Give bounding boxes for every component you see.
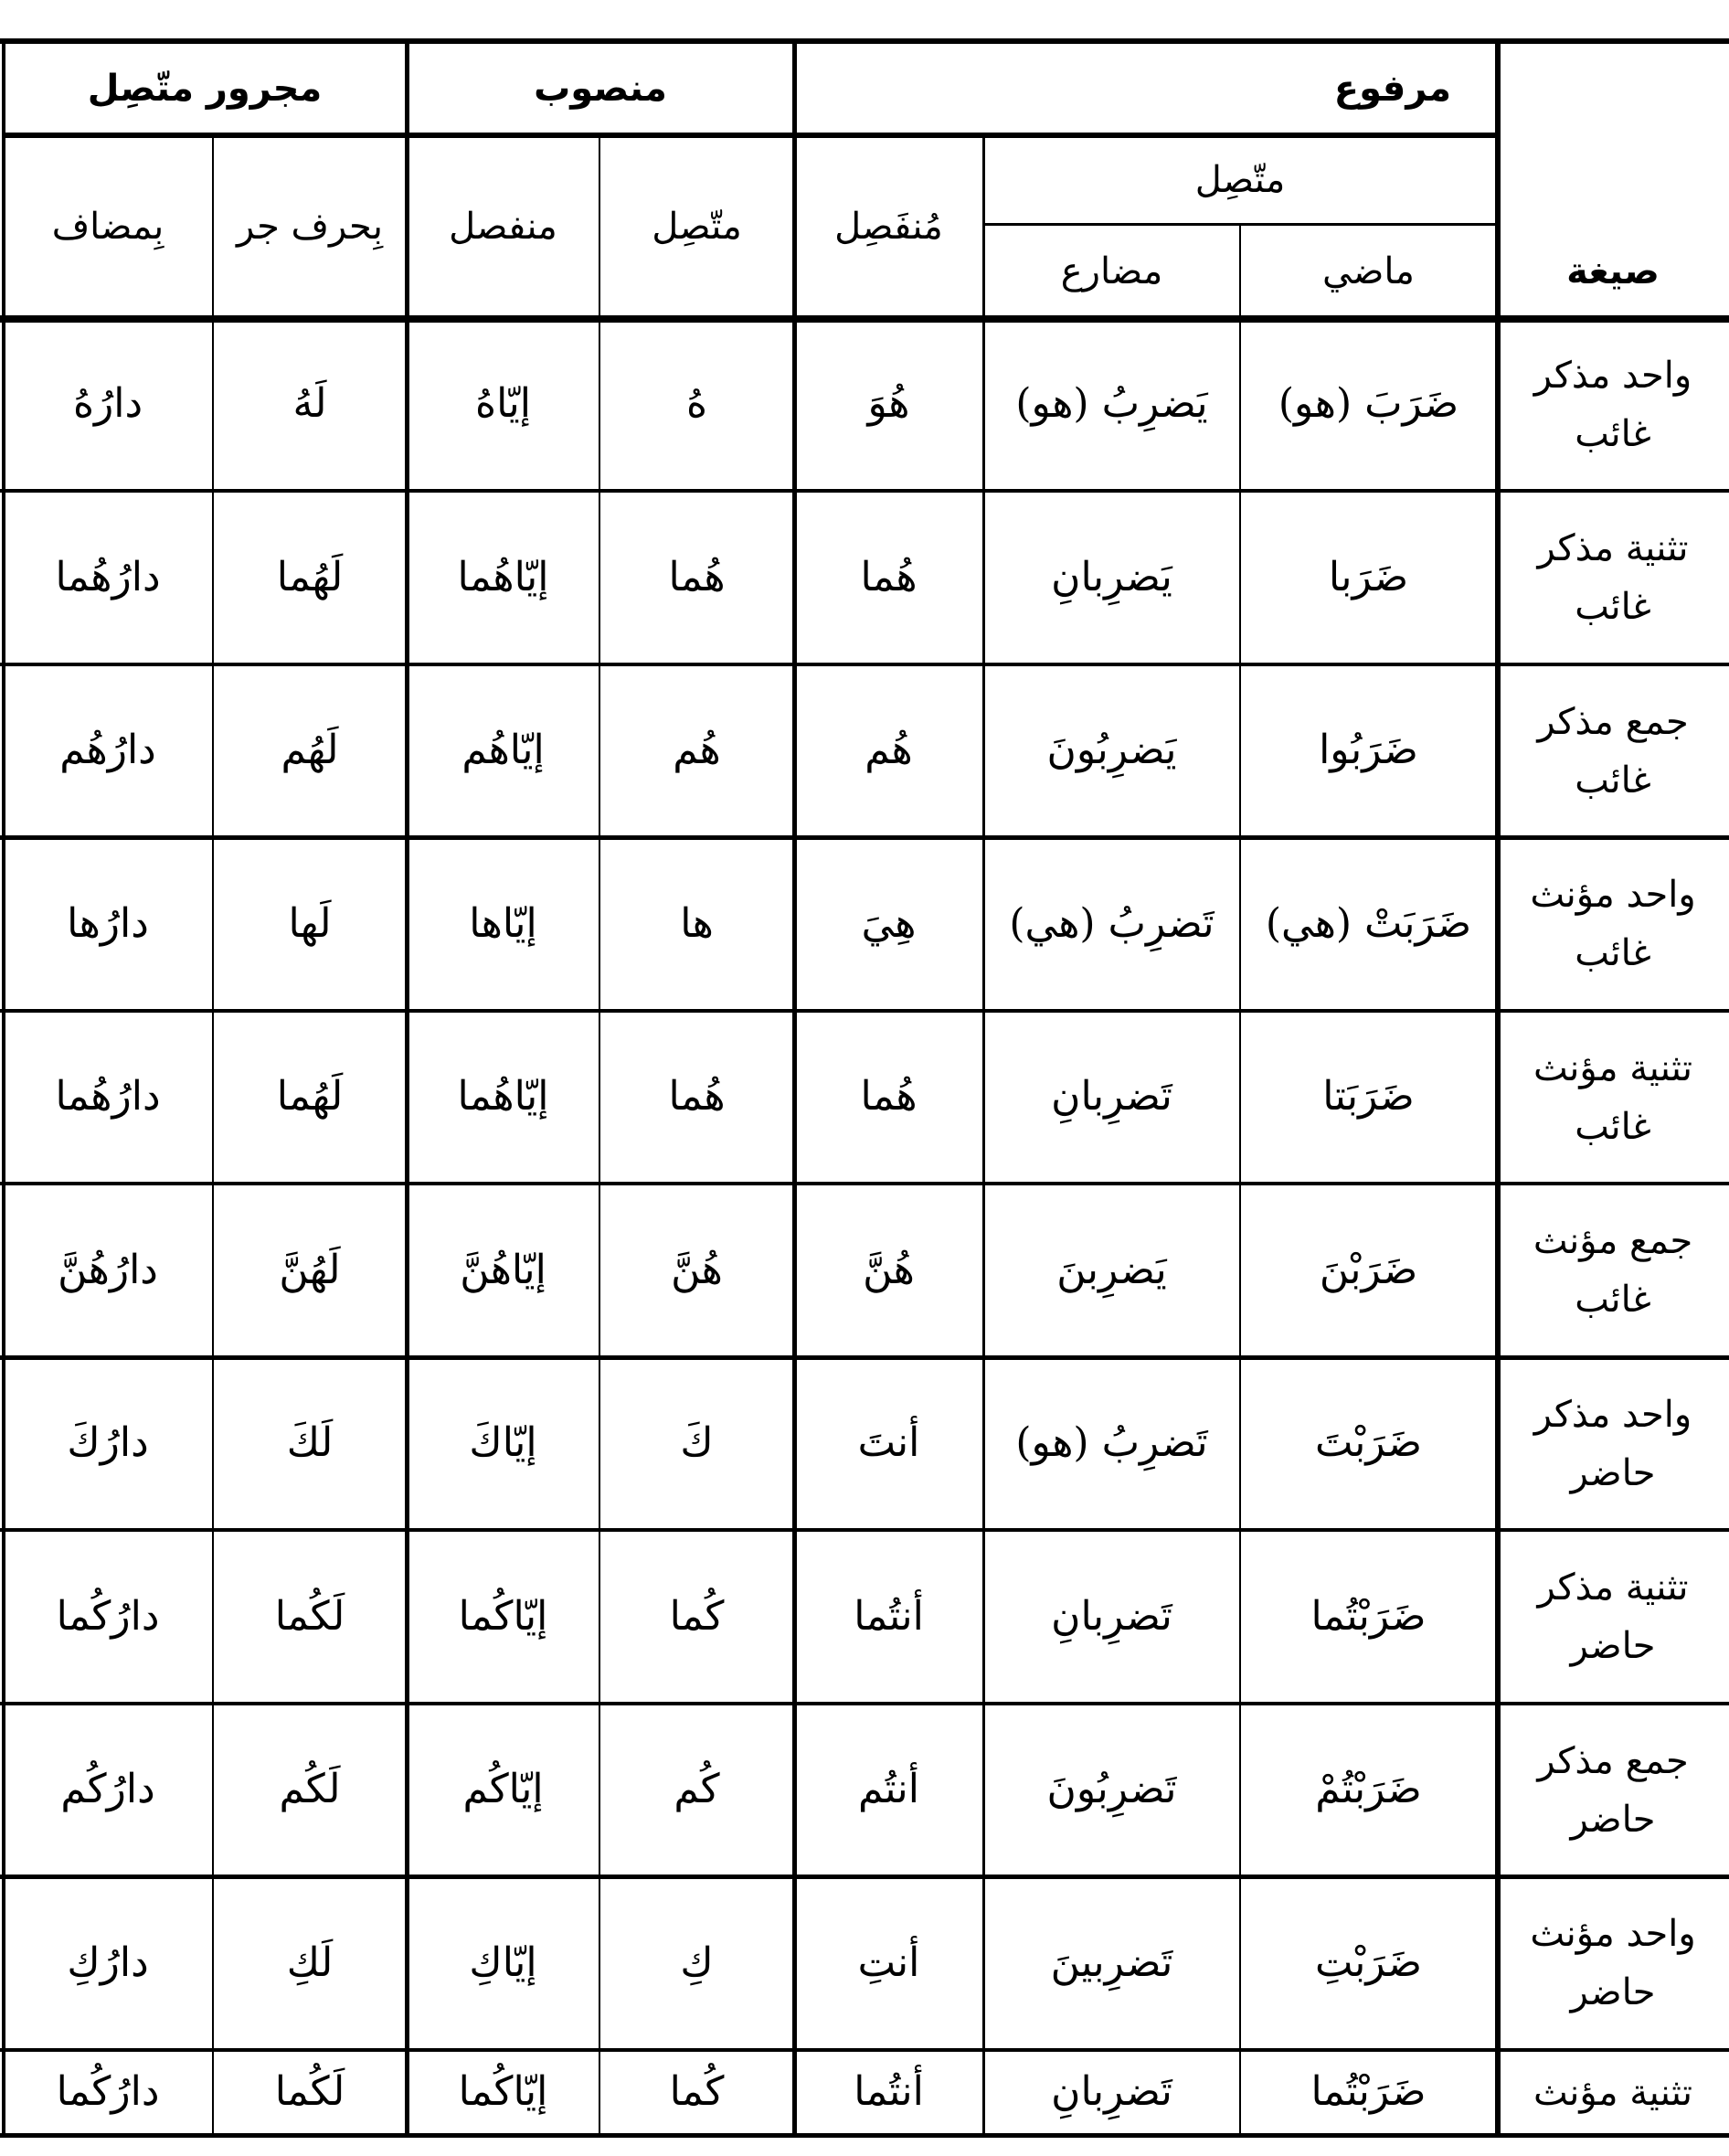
- table-cell-mansub-munfasil: إيّاكُما: [458, 2068, 548, 2116]
- table-cell-madi: ضَرَبْتُمْ: [1315, 1766, 1422, 1813]
- sigha-label: حاضر: [1570, 1971, 1656, 2013]
- table-cell-harf-jarr: لَكُما: [274, 1592, 345, 1640]
- table-cell-mansub-muttasil: ها: [680, 899, 714, 947]
- row-divider: [0, 1875, 1729, 1879]
- col-divider: [1495, 41, 1501, 2137]
- table-cell-mansub-muttasil: كَ: [680, 1419, 714, 1467]
- table-cell-mansub-munfasil: إيّاكُم: [462, 1766, 544, 1813]
- table-cell-mudari: تَضرِبانِ: [1051, 2068, 1172, 2116]
- col-divider: [405, 41, 409, 2137]
- table-cell-mansub-munfasil: إيّاهُ: [475, 380, 531, 428]
- table-cell-harf-jarr: لَكُما: [274, 2068, 345, 2116]
- sigha-label: واحد مذكر: [1533, 354, 1692, 397]
- table-cell-mansub-muttasil: كُم: [674, 1766, 720, 1813]
- header-sigha: صيغة: [1566, 250, 1660, 292]
- sigha-label: تثنية مؤنث: [1533, 1046, 1693, 1089]
- sigha-label: جمع مذكر: [1537, 1739, 1689, 1782]
- row-divider: [0, 1355, 1729, 1360]
- sigha-label: حاضر: [1570, 1798, 1656, 1841]
- table-cell-mansub-muttasil: كُما: [669, 1592, 725, 1640]
- table-cell-madi: ضَرَبا: [1328, 553, 1409, 600]
- table-cell-mudari: تَضرِبانِ: [1051, 1073, 1172, 1120]
- sigha-cell: [1497, 1357, 1729, 1530]
- table-cell-harf-jarr: لَهُ: [292, 380, 327, 428]
- sigha-label: حاضر: [1570, 1451, 1656, 1494]
- header-muttasil-mansub: متّصِل: [652, 206, 742, 248]
- table-cell-munfasil: أنتُما: [854, 2068, 924, 2116]
- table-cell-mudari: يَضرِبُونَ: [1046, 727, 1177, 774]
- header-mudari: مضارع: [1060, 250, 1163, 292]
- table-cell-mansub-munfasil: إيّاهُنَّ: [460, 1246, 546, 1293]
- sigha-label: تثنية مذكر: [1537, 527, 1689, 569]
- sigha-cell: [1497, 1876, 1729, 2050]
- sigha-label: غائب: [1575, 1105, 1651, 1148]
- top-border: [0, 38, 1729, 44]
- row-divider: [0, 1009, 1729, 1013]
- row-divider: [0, 489, 1729, 493]
- sigha-cell: [1497, 318, 1729, 491]
- table-cell-mudari: يَضرِبانِ: [1051, 553, 1172, 600]
- table-cell-mansub-muttasil: كِ: [680, 1938, 714, 1986]
- header-madi: ماضي: [1322, 250, 1415, 292]
- table-cell-mudari: تَضرِبانِ: [1051, 1592, 1172, 1640]
- table-cell-mudaf: دارُكُم: [60, 1766, 155, 1813]
- sigha-cell: [1497, 837, 1729, 1011]
- sigha-label: حاضر: [1570, 1625, 1656, 1667]
- table-cell-mansub-muttasil: هُم: [673, 727, 721, 774]
- row-divider: [0, 1702, 1729, 1705]
- row-divider: [0, 663, 1729, 666]
- table-cell-mansub-munfasil: إيّاهُما: [457, 1073, 549, 1120]
- table-cell-madi: ضَرَبُوا: [1319, 727, 1418, 774]
- table-cell-mansub-muttasil: هُ: [685, 380, 708, 428]
- sigha-label: واحد مؤنث: [1530, 1913, 1696, 1955]
- sigha-label: واحد مذكر: [1533, 1393, 1692, 1436]
- table-cell-harf-jarr: لَها: [288, 899, 332, 947]
- sigha-label: غائب: [1575, 412, 1651, 455]
- table-cell-harf-jarr: لَهُنَّ: [279, 1246, 341, 1293]
- header-bi-harf-jarr: بِحرف جر: [237, 206, 383, 248]
- sigha-cell: [1497, 491, 1729, 664]
- header-group-divider: [3, 133, 1497, 138]
- row-divider: [0, 1182, 1729, 1185]
- table-cell-munfasil: هُوَ: [867, 380, 910, 428]
- sigha-cell: [1497, 1530, 1729, 1704]
- table-cell-madi: ضَرَبْتُما: [1310, 2068, 1427, 2116]
- sigha-cell: [1497, 1704, 1729, 1876]
- sigha-label: واحد مؤنث: [1530, 874, 1696, 916]
- header-bottom-border: [0, 315, 1729, 323]
- table-cell-munfasil: أنتَ: [857, 1419, 920, 1467]
- sigha-label: تثنية مؤنث: [1533, 2071, 1693, 2114]
- table-cell-madi: ضَرَبْنَ: [1319, 1246, 1418, 1293]
- col-divider: [1239, 224, 1241, 2135]
- table-cell-madi: ضَرَبْتِ: [1314, 1938, 1423, 1986]
- header-munfasil-marfu: مُنفَصِل: [834, 206, 943, 248]
- sigha-cell: [1497, 1184, 1729, 1357]
- sigha-cell: [1497, 1011, 1729, 1184]
- table-cell-mudaf: دارُهُ: [72, 380, 143, 428]
- table-cell-mansub-muttasil: هُما: [668, 553, 726, 600]
- table-cell-munfasil: أنتِ: [857, 1938, 920, 1986]
- sigha-label: غائب: [1575, 932, 1651, 974]
- table-cell-mudaf: دارُهُما: [55, 553, 161, 600]
- table-cell-mansub-munfasil: إيّاهُما: [457, 553, 549, 600]
- table-cell-madi: ضَرَبَ (هو): [1278, 380, 1459, 428]
- sigha-label: جمع مؤنث: [1533, 1220, 1693, 1262]
- table-cell-mudaf: دارُهُنَّ: [58, 1246, 158, 1293]
- table-cell-mudaf: دارُهُم: [59, 727, 156, 774]
- row-divider: [0, 2048, 1729, 2052]
- sigha-label: غائب: [1575, 1279, 1651, 1321]
- table-cell-mansub-muttasil: هُنَّ: [671, 1246, 723, 1293]
- col-divider: [212, 135, 214, 2135]
- sigha-label: جمع مذكر: [1537, 700, 1689, 743]
- row-divider: [0, 835, 1729, 840]
- header-muttasil: متّصِل: [1194, 158, 1286, 201]
- table-cell-mansub-muttasil: كُما: [669, 2068, 725, 2116]
- table-cell-harf-jarr: لَهُم: [281, 727, 339, 774]
- col-divider: [599, 135, 600, 2135]
- bottom-border: [0, 2133, 1729, 2138]
- table-cell-munfasil: هُما: [860, 1073, 918, 1120]
- sigha-cell: [1497, 2050, 1729, 2135]
- col-divider: [982, 135, 985, 2135]
- row-divider: [0, 1528, 1729, 1532]
- table-cell-munfasil: هُنَّ: [863, 1246, 915, 1293]
- header-mansub: منصوب: [534, 67, 667, 110]
- sigha-label: غائب: [1575, 586, 1651, 628]
- table-cell-mudari: تَضرِبينَ: [1050, 1938, 1173, 1986]
- table-cell-munfasil: هِيَ: [861, 899, 917, 947]
- table-cell-mansub-munfasil: إيّاهُم: [461, 727, 545, 774]
- sigha-label: تثنية مذكر: [1537, 1567, 1689, 1609]
- table-cell-mudaf: دارُهُما: [55, 1073, 161, 1120]
- col-divider: [792, 41, 797, 2137]
- table-cell-mudaf: دارُكَ: [67, 1419, 149, 1467]
- table-cell-mudari: تَضرِبُ (هو): [1015, 1419, 1208, 1467]
- table-cell-harf-jarr: لَكُم: [279, 1766, 341, 1813]
- table-cell-madi: ضَرَبَتْ (هي): [1265, 899, 1472, 947]
- header-munfasil-mansub: منفصل: [449, 206, 557, 248]
- header-majrur: مجرور متّصِل: [87, 67, 323, 110]
- sigha-label: غائب: [1575, 759, 1651, 802]
- table-cell-munfasil: أنتُما: [854, 1592, 924, 1640]
- table-cell-munfasil: أنتُم: [857, 1766, 920, 1813]
- table-cell-munfasil: هُم: [864, 727, 913, 774]
- table-cell-mudaf: دارُها: [67, 899, 149, 947]
- table-cell-madi: ضَرَبْتُما: [1310, 1592, 1427, 1640]
- header-marfu: مرفوع: [1333, 67, 1451, 110]
- table-cell-mudari: تَضرِبُونَ: [1046, 1766, 1177, 1813]
- table-cell-munfasil: هُما: [860, 553, 918, 600]
- table-cell-mudari: يَضرِبنَ: [1056, 1246, 1167, 1293]
- table-cell-mansub-munfasil: إيّاكُما: [458, 1592, 548, 1640]
- header-bi-mudaf: بِمضاف: [51, 206, 164, 248]
- table-cell-harf-jarr: لَكَ: [286, 1419, 334, 1467]
- table-cell-mansub-munfasil: إيّاكَ: [469, 1419, 537, 1467]
- table-cell-harf-jarr: لَهُما: [276, 1073, 344, 1120]
- sigha-cell: [1497, 664, 1729, 837]
- table-cell-mansub-munfasil: إيّاكِ: [469, 1938, 537, 1986]
- table-cell-harf-jarr: لَكِ: [286, 1938, 334, 1986]
- table-cell-mudari: تَضرِبُ (هي): [1009, 899, 1215, 947]
- table-cell-mudaf: دارُكُما: [56, 2068, 160, 2116]
- table-cell-mansub-munfasil: إيّاها: [469, 899, 537, 947]
- left-border: [2, 41, 5, 2137]
- table-cell-mudaf: دارُكِ: [67, 1938, 149, 1986]
- table-cell-madi: ضَرَبَتا: [1322, 1073, 1415, 1120]
- table-cell-mansub-muttasil: هُما: [668, 1073, 726, 1120]
- table-cell-mudari: يَضرِبُ (هو): [1015, 380, 1208, 428]
- table-cell-madi: ضَرَبْتَ: [1314, 1419, 1423, 1467]
- table-cell-harf-jarr: لَهُما: [276, 553, 344, 600]
- table-cell-mudaf: دارُكُما: [56, 1592, 160, 1640]
